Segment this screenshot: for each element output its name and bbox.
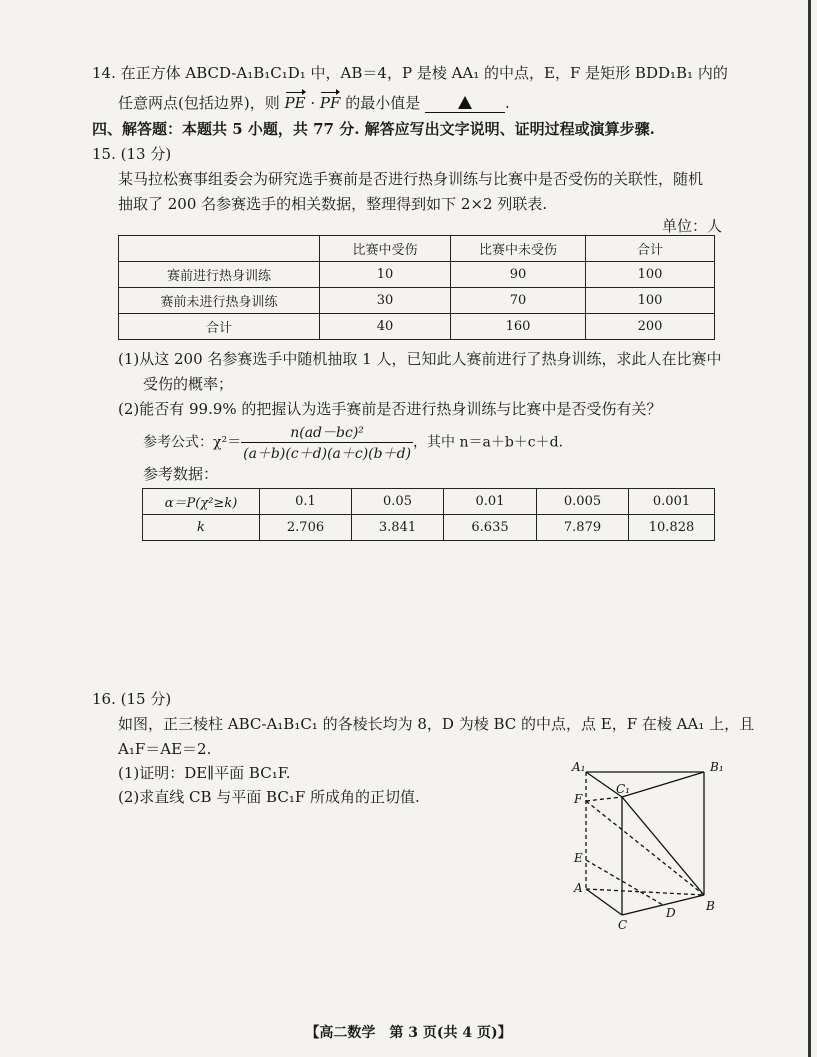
segment-fc1: [586, 797, 622, 801]
table-cell: k: [143, 515, 260, 541]
q14-line2: [118, 92, 510, 113]
q16-part2: (2)求直线 CB 与平面 BC₁F 所成角的正切值.: [118, 788, 420, 806]
dot-operator: ·: [310, 94, 316, 112]
q14-text-a: 任意两点(包括边界)，则: [118, 94, 280, 112]
table-cell: 10.828: [629, 515, 715, 541]
reference-data-label: 参考数据：: [143, 465, 219, 483]
table-cell: 0.05: [352, 489, 444, 515]
table-cell: α＝P(χ²≥k): [143, 489, 260, 515]
critical-value-table: [142, 488, 715, 541]
table-cell: 40: [320, 314, 451, 340]
table-cell: 90: [451, 262, 586, 288]
segment-ed: [586, 860, 663, 905]
prism-figure: [560, 755, 740, 935]
table-cell: 0.1: [260, 489, 352, 515]
prism-edges: [586, 772, 704, 915]
answer-blank: [425, 94, 505, 113]
table-row: [119, 314, 715, 340]
page-edge-line: [808, 0, 811, 1057]
table-cell: 赛前未进行热身训练: [119, 288, 320, 314]
label-b1: B₁: [710, 760, 724, 774]
figure-labels: [571, 760, 724, 932]
table-header-cell: 比赛中受伤: [320, 236, 451, 262]
table-header-cell: [119, 236, 320, 262]
page-footer: 【高二数学 第 3 页(共 4 页)】: [305, 1025, 512, 1041]
label-a1: A₁: [572, 760, 586, 774]
q16-header: 16. (15 分): [92, 690, 172, 708]
q16-intro-line2: A₁F＝AE＝2.: [118, 740, 212, 758]
table-header-cell: 比赛中未受伤: [451, 236, 586, 262]
q15-part2: (2)能否有 99.9% 的把握认为选手赛前是否进行热身训练与比赛中是否受伤有关？: [118, 400, 662, 418]
table-cell: 10: [320, 262, 451, 288]
label-a: A: [574, 881, 583, 895]
table-row: [119, 288, 715, 314]
fraction-numerator: n(ad－bc)²: [241, 422, 413, 443]
table-header-cell: 合计: [586, 236, 715, 262]
q15-header: 15. (13 分): [92, 145, 172, 163]
chi-square-fraction: [241, 422, 413, 463]
formula-label: 参考公式：χ²＝: [143, 434, 242, 451]
q16-part1: (1)证明：DE∥平面 BC₁F.: [118, 764, 291, 782]
formula-tail: ，其中 n＝a＋b＋c＋d.: [413, 434, 564, 451]
triangle-icon: [458, 96, 472, 109]
label-d: D: [666, 906, 676, 920]
table-row: [119, 262, 715, 288]
q15-intro-line1: 某马拉松赛事组委会为研究选手赛前是否进行热身训练与比赛中是否受伤的关联性，随机: [118, 170, 704, 188]
reference-formula: [143, 422, 563, 463]
segment-c1b: [622, 797, 704, 895]
table-cell: 6.635: [444, 515, 537, 541]
table-cell: 30: [320, 288, 451, 314]
table-cell: 7.879: [537, 515, 629, 541]
segment-fb: [586, 801, 704, 895]
table-row: [143, 515, 715, 541]
edge-cb: [622, 895, 704, 915]
table-cell: 70: [451, 288, 586, 314]
table-header-row: [119, 236, 715, 262]
table-cell: 0.01: [444, 489, 537, 515]
edge-ab: [586, 889, 704, 895]
table-cell: 2.706: [260, 515, 352, 541]
q15-part1-line2: 受伤的概率；: [143, 375, 234, 393]
label-e: E: [574, 851, 583, 865]
label-b: B: [706, 899, 715, 913]
q16-intro-line1: 如图，正三棱柱 ABC-A₁B₁C₁ 的各棱长均为 8，D 为棱 BC 的中点，点 E，F 在棱 AA₁ 上，且: [118, 715, 755, 733]
label-f: F: [574, 792, 583, 806]
table-cell: 0.005: [537, 489, 629, 515]
label-c: C: [618, 918, 628, 932]
table-cell: 赛前进行热身训练: [119, 262, 320, 288]
table-cell: 100: [586, 262, 715, 288]
table-cell: 合计: [119, 314, 320, 340]
edge-c1b1: [622, 772, 704, 797]
section-four-heading: 四、解答题：本题共 5 小题，共 77 分. 解答应写出文字说明、证明过程或演算步骤.: [92, 120, 655, 138]
vector-pf: PF: [319, 94, 341, 112]
q14-end: .: [504, 94, 510, 112]
q14-text-b: 的最小值是: [345, 94, 421, 112]
q15-part1-line1: (1)从这 200 名参赛选手中随机抽取 1 人，已知此人赛前进行了热身训练，求此人在比赛中: [118, 350, 722, 368]
q14-line1: 14. 在正方体 ABCD-A₁B₁C₁D₁ 中，AB＝4，P 是棱 AA₁ 的中点，E，F 是矩形 BDD₁B₁ 内的: [92, 64, 728, 82]
table-cell: 100: [586, 288, 715, 314]
table-cell: 200: [586, 314, 715, 340]
table-cell: 0.001: [629, 489, 715, 515]
edge-ac: [586, 889, 622, 915]
q15-unit: 单位：人: [662, 217, 723, 235]
table-cell: 3.841: [352, 515, 444, 541]
table-row: [143, 489, 715, 515]
fraction-denominator: (a＋b)(c＋d)(a＋c)(b＋d): [243, 446, 412, 462]
vector-pe: PE: [284, 94, 306, 112]
table-cell: 160: [451, 314, 586, 340]
contingency-table: [118, 235, 715, 340]
label-c1: C₁: [616, 782, 630, 796]
q15-intro-line2: 抽取了 200 名参赛选手的相关数据，整理得到如下 2×2 列联表.: [118, 195, 548, 213]
